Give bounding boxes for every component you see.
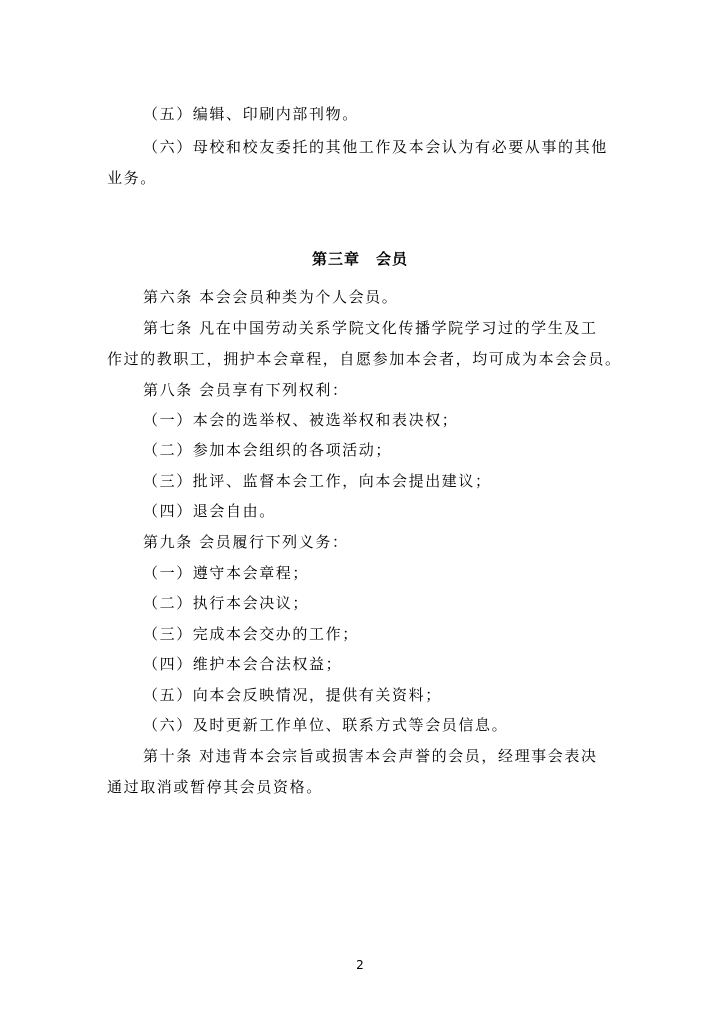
article-line: 第九条 会员履行下列义务： (143, 533, 349, 551)
list-item: （五）向本会反映情况，提供有关资料； (143, 686, 442, 704)
article-line: 作过的教职工，拥护本会章程，自愿参加本会者，均可成为本会会员。 (107, 350, 622, 368)
list-item: （一）遵守本会章程； (143, 564, 310, 582)
article-line: 第十条 对违背本会宗旨或损害本会声誉的会员，经理事会表决 (143, 747, 598, 765)
article-line: 第八条 会员享有下列权利： (143, 381, 349, 399)
list-item: （三）批评、监督本会工作，向本会提出建议； (143, 472, 492, 490)
list-item: （一）本会的选举权、被选举权和表决权； (143, 411, 459, 429)
chapter-heading: 第三章 会员 (311, 250, 408, 268)
paragraph-line: （六）母校和校友委托的其他工作及本会认为有必要从事的其他 (143, 138, 608, 156)
paragraph-line: 业务。 (107, 169, 157, 187)
list-item: （二）执行本会决议； (143, 594, 310, 612)
list-item: （六）及时更新工作单位、联系方式等会员信息。 (143, 716, 509, 734)
list-item: （四）退会自由。 (143, 502, 276, 520)
list-item: （四）维护本会合法权益； (143, 655, 343, 673)
article-line: 通过取消或暂停其会员资格。 (107, 778, 323, 796)
article-line: 第七条 凡在中国劳动关系学院文化传播学院学习过的学生及工 (143, 319, 598, 337)
list-item: （三）完成本会交办的工作； (143, 625, 359, 643)
list-item: （二）参加本会组织的各项活动； (143, 441, 393, 459)
paragraph-line: （五）编辑、印刷内部刊物。 (143, 105, 359, 123)
article-line: 第六条 本会会员种类为个人会员。 (143, 288, 399, 306)
page-number: 2 (356, 958, 364, 972)
